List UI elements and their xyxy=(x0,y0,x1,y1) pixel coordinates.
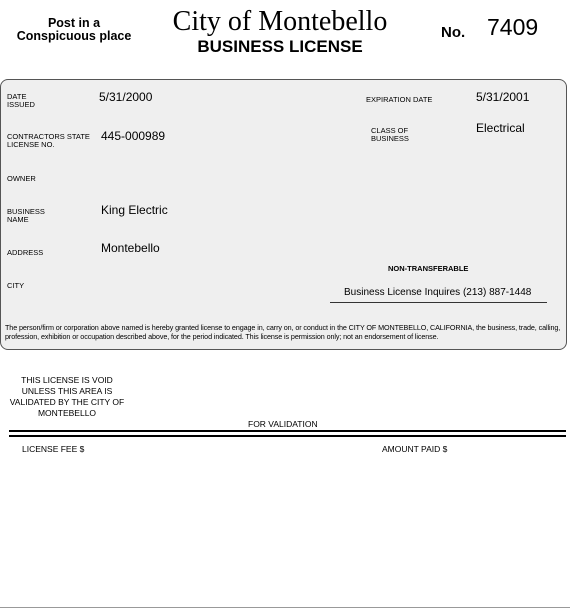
void-notice: THIS LICENSE IS VOID UNLESS THIS AREA IS VALIDATED BY THE CITY OF MONTEBELLO xyxy=(9,375,125,418)
inquiries-underline xyxy=(330,302,547,303)
date-issued-label: DATE ISSUED xyxy=(7,92,35,109)
validation-rule-bottom xyxy=(9,435,566,437)
license-terms: The person/firm or corporation above named is hereby granted license to engage in, carry on, or conduct in the CITY OF MONTEBELLO, CALIFORNIA, the business, trade, calling, profession, exhibition or occupation described above, for the period indicated. This license is permission only; not an endorsement of license. xyxy=(5,323,561,341)
business-name-label: BUSINESS NAME xyxy=(7,207,45,224)
owner-label: OWNER xyxy=(7,174,36,183)
license-panel xyxy=(0,79,567,350)
expiration-date-value: 5/31/2001 xyxy=(476,90,530,104)
date-issued-value: 5/31/2000 xyxy=(99,90,153,104)
amount-paid-label: AMOUNT PAID $ xyxy=(382,444,448,454)
page-bottom-edge xyxy=(0,607,570,608)
business-name-value: King Electric xyxy=(101,203,168,217)
city-label: CITY xyxy=(7,281,25,290)
class-of-business-label: CLASS OF BUSINESS xyxy=(371,126,409,143)
class-of-business-value: Electrical xyxy=(476,121,525,135)
contractors-license-value: 445-000989 xyxy=(101,129,166,143)
license-number-label: No. xyxy=(441,24,466,41)
license-number: 7409 xyxy=(487,14,539,40)
contractors-license-label: CONTRACTORS STATE LICENSE NO. xyxy=(7,132,90,149)
city-name: City of Montebello xyxy=(172,6,388,37)
validation-rule-top xyxy=(9,430,566,432)
address-label: ADDRESS xyxy=(7,248,44,257)
post-notice: Post in a Conspicuous place xyxy=(16,16,132,43)
license-fee-label: LICENSE FEE $ xyxy=(22,444,85,454)
for-validation-label: FOR VALIDATION xyxy=(248,419,318,429)
inquiries-phone: Business License Inquires (213) 887-1448 xyxy=(344,287,532,298)
address-value: Montebello xyxy=(101,241,160,255)
document-title: BUSINESS LICENSE xyxy=(197,37,363,56)
non-transferable-note: NON-TRANSFERABLE xyxy=(388,264,469,273)
expiration-date-label: EXPIRATION DATE xyxy=(366,95,433,104)
